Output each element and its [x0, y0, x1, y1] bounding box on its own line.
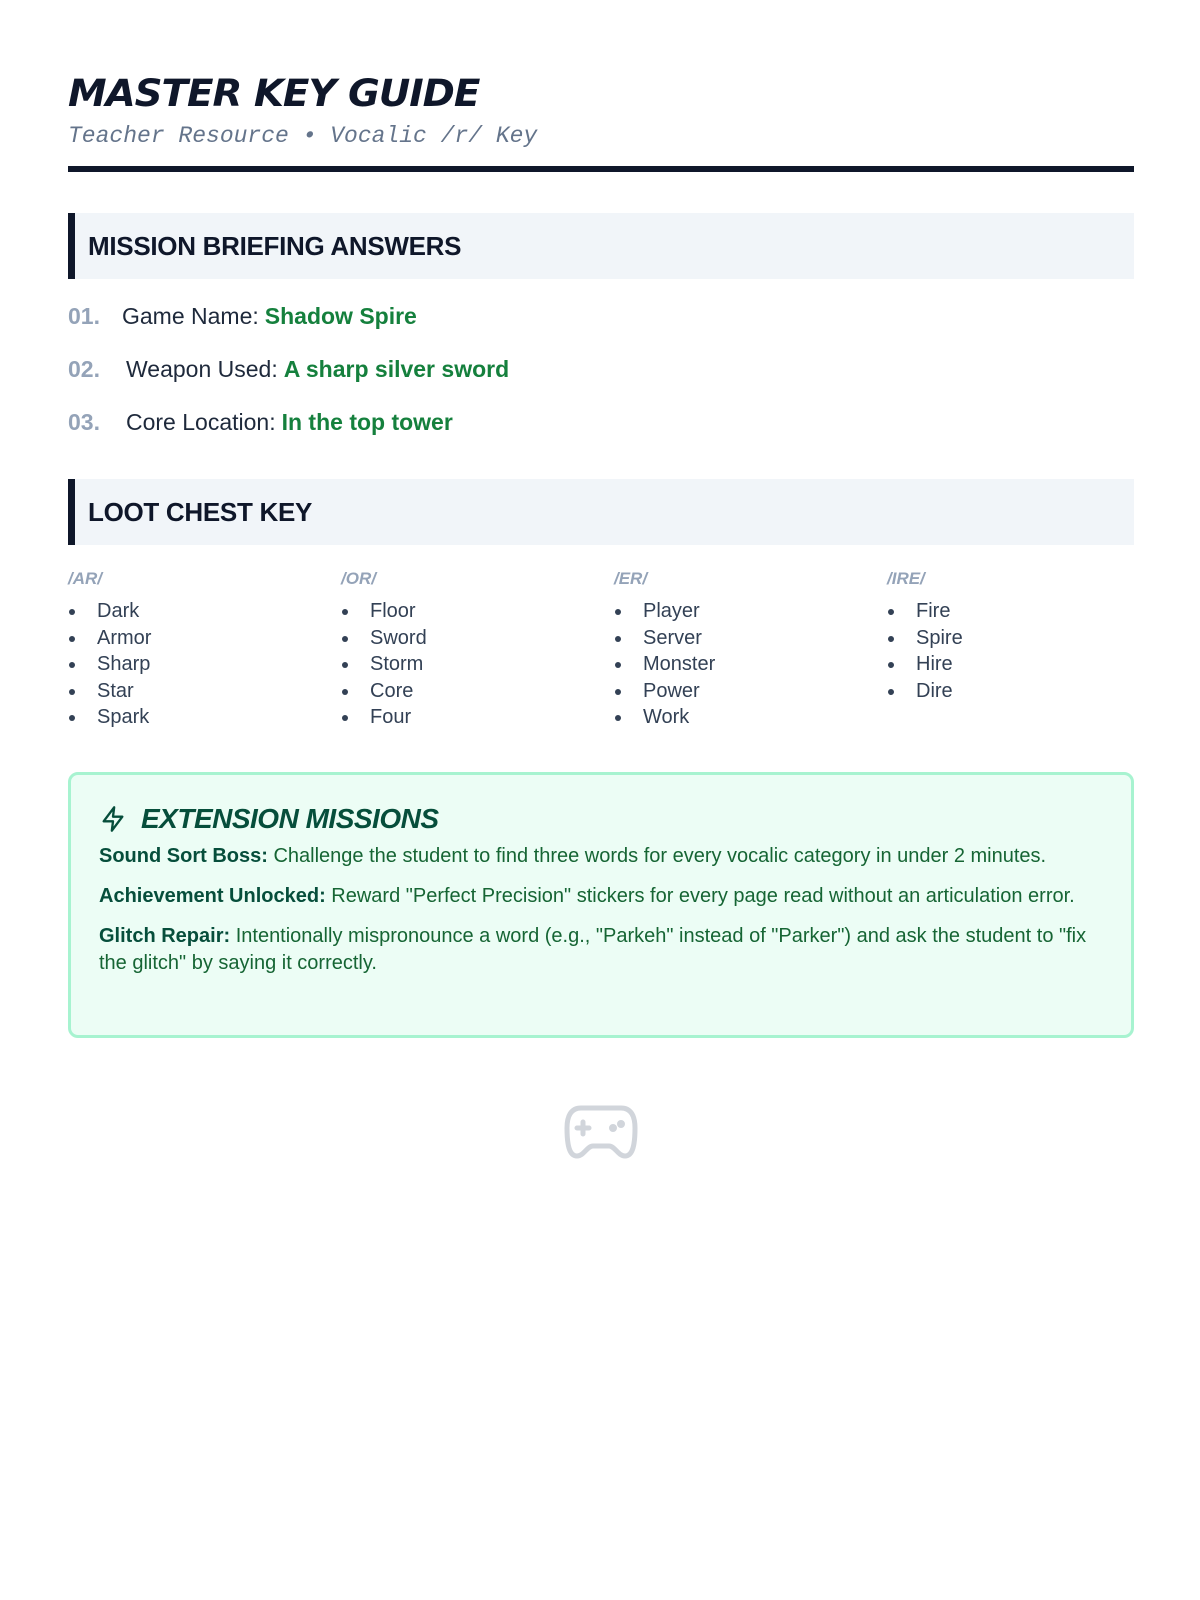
- word-column-ire: [887, 566, 1137, 704]
- word-column-er: [614, 566, 864, 731]
- answer-value: Shadow Spire: [264, 302, 417, 329]
- section-heading-mission-briefing: MISSION BRIEFING ANSWERS: [68, 213, 1134, 279]
- answer-number: 01.: [68, 302, 100, 329]
- word-item: Power: [614, 678, 864, 705]
- word-item: Armor: [68, 625, 318, 652]
- word-item: Dark: [68, 598, 318, 625]
- word-item: Hire: [887, 651, 1137, 678]
- word-list: [68, 598, 318, 731]
- word-item: Player: [614, 598, 864, 625]
- answer-question: Weapon Used:: [126, 355, 278, 382]
- extension-item-text: Reward "Perfect Precision" stickers for every page read without an articulation error.: [331, 885, 1075, 907]
- extension-item-text: Challenge the student to find three words for every vocalic category in under 2 minutes.: [273, 845, 1047, 867]
- column-label: /AR/: [68, 569, 102, 588]
- word-item: Monster: [614, 651, 864, 678]
- answer-value: A sharp silver sword: [283, 355, 510, 382]
- answer-value: In the top tower: [281, 408, 453, 435]
- word-column-or: [341, 566, 591, 731]
- extension-item: [99, 883, 1104, 910]
- word-item: Server: [614, 625, 864, 652]
- answer-question: Core Location:: [126, 408, 276, 435]
- section-heading-loot-chest: LOOT CHEST KEY: [68, 479, 1134, 545]
- extension-item-text: Intentionally mispronounce a word (e.g., "Parkeh" instead of "Parker") and ask the student to "fix the glitch" by saying it correctly.: [99, 925, 1087, 974]
- extension-item-label: Glitch Repair:: [99, 925, 231, 947]
- column-label: /IRE/: [887, 569, 925, 588]
- word-item: Four: [341, 704, 591, 731]
- extension-missions-box: [68, 772, 1134, 1038]
- word-list: [887, 598, 1137, 704]
- word-item: Floor: [341, 598, 591, 625]
- word-item: Work: [614, 704, 864, 731]
- extension-item-label: Achievement Unlocked:: [99, 885, 326, 907]
- extension-item: [99, 843, 1104, 870]
- extension-item: [99, 923, 1104, 977]
- page-title: MASTER KEY GUIDE: [68, 72, 480, 115]
- word-list: [614, 598, 864, 731]
- column-label: /ER/: [614, 569, 648, 588]
- extension-title: [99, 801, 1104, 837]
- word-item: Fire: [887, 598, 1137, 625]
- word-item: Sword: [341, 625, 591, 652]
- word-item: Dire: [887, 678, 1137, 705]
- word-item: Spark: [68, 704, 318, 731]
- extension-item-label: Sound Sort Boss:: [99, 845, 268, 867]
- word-item: Core: [341, 678, 591, 705]
- word-item: Star: [68, 678, 318, 705]
- column-label: /OR/: [341, 569, 376, 588]
- word-item: Storm: [341, 651, 591, 678]
- extension-heading: EXTENSION MISSIONS: [141, 803, 439, 834]
- lightning-icon: [99, 805, 127, 833]
- word-column-ar: [68, 566, 318, 731]
- answer-item: [68, 300, 417, 332]
- gamepad-icon: [563, 1104, 639, 1160]
- word-item: Spire: [887, 625, 1137, 652]
- word-list: [341, 598, 591, 731]
- header-divider: [68, 166, 1134, 172]
- answer-number: 03.: [68, 408, 100, 435]
- answer-item: [68, 353, 509, 385]
- word-item: Sharp: [68, 651, 318, 678]
- answer-item: [68, 406, 453, 438]
- page-subtitle: Teacher Resource • Vocalic /r/ Key: [68, 123, 538, 149]
- answer-question: Game Name:: [122, 302, 259, 329]
- answer-number: 02.: [68, 355, 100, 382]
